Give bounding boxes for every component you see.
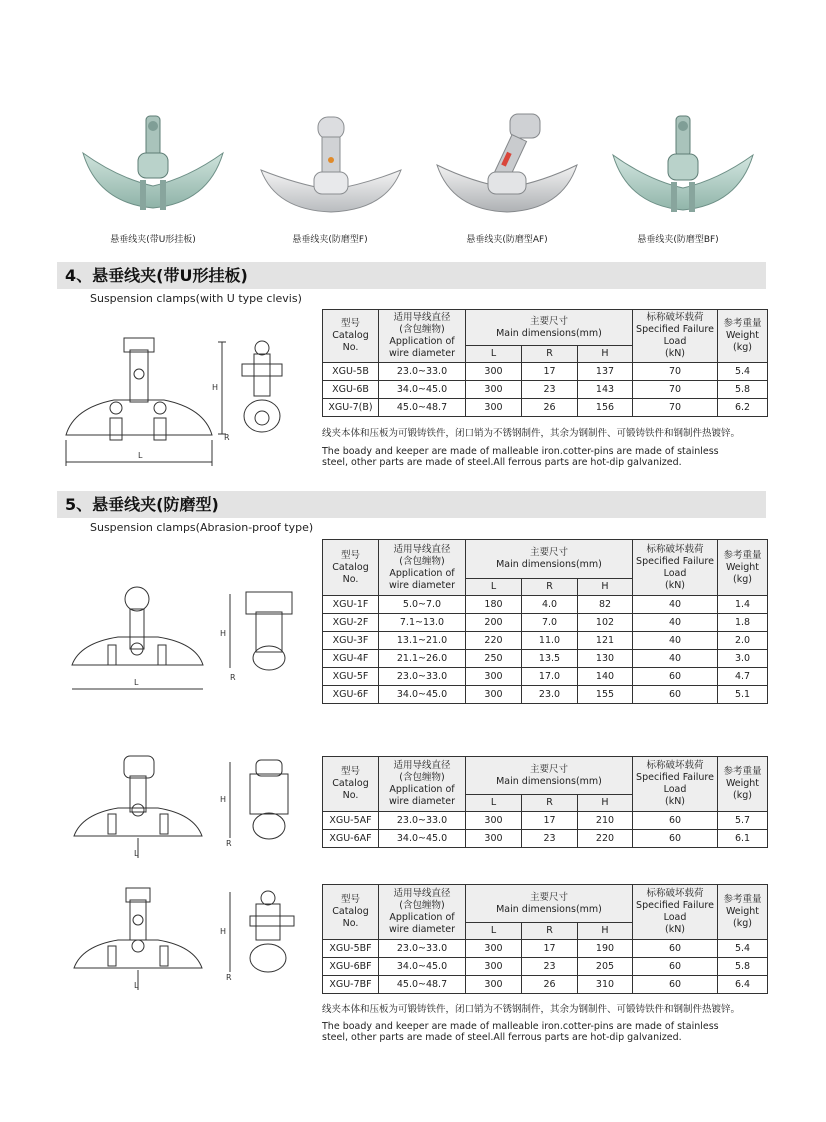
table-row [323, 363, 768, 381]
table-cell: 300 [466, 381, 522, 399]
photo-caption-2: 悬垂线夹(防磨型F) [292, 235, 368, 245]
table-cell: 130 [578, 650, 633, 668]
dimension-label-h: H [212, 383, 219, 392]
table-cell: 156 [578, 399, 633, 417]
photo-caption-1: 悬垂线夹(带U形挂板) [110, 235, 196, 245]
table-cell: 5.0~7.0 [379, 596, 466, 614]
table-cell: 300 [466, 812, 522, 830]
table-cell: 300 [466, 940, 522, 958]
table-cell: 220 [466, 632, 522, 650]
table-cell: XGU-7BF [323, 976, 379, 994]
table-cell: 7.0 [522, 614, 578, 632]
header-dimensions: 主要尺寸 Main dimensions(mm) [466, 885, 633, 923]
header-diameter: 适用导线直径 (含包缠物) Application of wire diameter [379, 540, 466, 596]
photo-caption-3: 悬垂线夹(防磨型AF) [466, 235, 548, 245]
table-cell: 40 [633, 614, 718, 632]
section-4-front-drawing [64, 330, 214, 470]
section-5-note-en-2: steel, other parts are made of steel.All ferrous parts are hot-dip galvanized. [322, 1032, 682, 1043]
table-cell: 23.0~33.0 [379, 363, 466, 381]
table-cell: 6.4 [718, 976, 768, 994]
table-cell: XGU-6BF [323, 958, 379, 976]
table-row [323, 399, 768, 417]
table-cell: 300 [466, 363, 522, 381]
table-cell: 220 [578, 830, 633, 848]
section-5-note-en-1: The boady and keeper are made of malleable iron.cotter-pins are made of stainless [322, 1021, 719, 1032]
table-cell: 23 [522, 830, 578, 848]
header-diameter: 适用导线直径 (含包缠物) Application of wire diameter [379, 885, 466, 940]
table-cell: 21.1~26.0 [379, 650, 466, 668]
header-l: L [466, 923, 522, 940]
table-cell: 60 [633, 812, 718, 830]
section-4-note-en-1: The boady and keeper are made of malleable iron.cotter-pins are made of stainless [322, 446, 719, 457]
header-r: R [522, 795, 578, 812]
table-cell: XGU-1F [323, 596, 379, 614]
table-cell: XGU-5F [323, 668, 379, 686]
table-cell: 70 [633, 363, 718, 381]
dimension-label-l: L [134, 849, 139, 858]
photo-caption-4: 悬垂线夹(防磨型BF) [637, 235, 719, 245]
table-cell: 60 [633, 830, 718, 848]
header-load: 标称破坏载荷 Specified Failure Load (kN) [633, 540, 718, 596]
header-load: 标称破坏载荷 Specified Failure Load (kN) [633, 310, 718, 363]
type-af-side-drawing [220, 758, 300, 850]
table-row [323, 812, 768, 830]
section-4-note-cn: 线夹本体和压板为可锻铸铁件，闭口销为不锈钢制件，其余为钢制件、可锻铸铁件和钢制件热镀锌。 [322, 428, 741, 439]
table-cell: 13.5 [522, 650, 578, 668]
header-catalog: 型号 Catalog No. [323, 310, 379, 363]
table-cell: 300 [466, 958, 522, 976]
table-cell: 300 [466, 668, 522, 686]
header-weight: 参考重量 Weight (kg) [718, 885, 768, 940]
table-cell: 60 [633, 668, 718, 686]
header-r: R [522, 923, 578, 940]
table-cell: 60 [633, 976, 718, 994]
table-cell: 190 [578, 940, 633, 958]
table-cell: 11.0 [522, 632, 578, 650]
section-4-side-drawing [210, 338, 295, 448]
dimension-label-r: R [224, 433, 230, 442]
table-cell: 140 [578, 668, 633, 686]
header-l: L [466, 346, 522, 363]
table-cell: 17 [522, 363, 578, 381]
table-cell: 5.7 [718, 812, 768, 830]
dimension-label-r: R [226, 973, 232, 982]
table-cell: 23.0~33.0 [379, 668, 466, 686]
header-catalog: 型号 Catalog No. [323, 540, 379, 596]
table-cell: 34.0~45.0 [379, 381, 466, 399]
table-cell: 1.8 [718, 614, 768, 632]
table-cell: 300 [466, 686, 522, 704]
table-cell: 5.4 [718, 363, 768, 381]
table-cell: 60 [633, 940, 718, 958]
section-4-title: 4、悬垂线夹(带U形挂板) [57, 262, 766, 289]
table-row [323, 668, 768, 686]
table-cell: XGU-4F [323, 650, 379, 668]
table-cell: 2.0 [718, 632, 768, 650]
table-row [323, 614, 768, 632]
table-cell: XGU-7(B) [323, 399, 379, 417]
table-cell: XGU-5BF [323, 940, 379, 958]
table-cell: 45.0~48.7 [379, 976, 466, 994]
table-cell: 5.1 [718, 686, 768, 704]
table-cell: 6.1 [718, 830, 768, 848]
table-cell: 26 [522, 399, 578, 417]
table-cell: 34.0~45.0 [379, 958, 466, 976]
header-r: R [522, 346, 578, 363]
dimension-label-h: H [220, 629, 227, 638]
type-af-front-drawing [72, 752, 204, 862]
product-photo-type-af [432, 110, 582, 218]
table-cell: 300 [466, 976, 522, 994]
type-f-side-drawing [218, 588, 298, 684]
table-cell: 70 [633, 399, 718, 417]
table-cell: 3.0 [718, 650, 768, 668]
table-cell: XGU-3F [323, 632, 379, 650]
header-catalog: 型号 Catalog No. [323, 885, 379, 940]
table-cell: 17 [522, 812, 578, 830]
header-r: R [522, 579, 578, 596]
dimension-label-h: H [220, 927, 227, 936]
table-cell: 1.4 [718, 596, 768, 614]
table-cell: 23 [522, 958, 578, 976]
table-cell: XGU-5AF [323, 812, 379, 830]
table-row [323, 830, 768, 848]
table-cell: 40 [633, 650, 718, 668]
section-4-subtitle: Suspension clamps(with U type clevis) [90, 292, 302, 305]
header-load: 标称破坏载荷 Specified Failure Load (kN) [633, 757, 718, 812]
table-cell: 102 [578, 614, 633, 632]
table-cell: 143 [578, 381, 633, 399]
type-f-spec-table [322, 539, 768, 704]
table-cell: 34.0~45.0 [379, 830, 466, 848]
type-bf-side-drawing [220, 888, 300, 984]
table-cell: 205 [578, 958, 633, 976]
section-5-title: 5、悬垂线夹(防磨型) [57, 491, 766, 518]
header-diameter: 适用导线直径 (含包缠物) Application of wire diameter [379, 757, 466, 812]
table-cell: 200 [466, 614, 522, 632]
table-cell: 137 [578, 363, 633, 381]
type-bf-front-drawing [72, 884, 204, 994]
table-cell: 155 [578, 686, 633, 704]
table-cell: 23.0~33.0 [379, 940, 466, 958]
type-bf-spec-table [322, 884, 768, 994]
table-cell: 26 [522, 976, 578, 994]
dimension-label-l: L [134, 981, 139, 990]
table-row [323, 650, 768, 668]
header-dimensions: 主要尺寸 Main dimensions(mm) [466, 310, 633, 346]
table-cell: 121 [578, 632, 633, 650]
table-cell: 82 [578, 596, 633, 614]
header-h: H [578, 579, 633, 596]
table-cell: 5.8 [718, 958, 768, 976]
section-5-note-cn: 线夹本体和压板为可锻铸铁件，闭口销为不锈钢制件，其余为钢制件、可锻铸铁件和钢制件热镀锌。 [322, 1004, 741, 1015]
product-photo-type-bf [608, 110, 758, 220]
table-cell: 5.4 [718, 940, 768, 958]
table-cell: 5.8 [718, 381, 768, 399]
dimension-label-h: H [220, 795, 227, 804]
header-dimensions: 主要尺寸 Main dimensions(mm) [466, 540, 633, 579]
table-row [323, 381, 768, 399]
table-cell: 60 [633, 958, 718, 976]
table-cell: 40 [633, 632, 718, 650]
table-cell: 17 [522, 940, 578, 958]
table-cell: 7.1~13.0 [379, 614, 466, 632]
table-cell: 17.0 [522, 668, 578, 686]
header-weight: 参考重量 Weight (kg) [718, 540, 768, 596]
header-weight: 参考重量 Weight (kg) [718, 310, 768, 363]
section-4-spec-table [322, 309, 768, 417]
table-row [323, 940, 768, 958]
header-catalog: 型号 Catalog No. [323, 757, 379, 812]
table-cell: 34.0~45.0 [379, 686, 466, 704]
table-cell: 300 [466, 830, 522, 848]
table-cell: 300 [466, 399, 522, 417]
header-h: H [578, 923, 633, 940]
table-cell: 13.1~21.0 [379, 632, 466, 650]
type-af-spec-table [322, 756, 768, 848]
header-weight: 参考重量 Weight (kg) [718, 757, 768, 812]
header-load: 标称破坏载荷 Specified Failure Load (kN) [633, 885, 718, 940]
dimension-label-r: R [226, 839, 232, 848]
table-row [323, 596, 768, 614]
table-cell: 4.0 [522, 596, 578, 614]
section-5-subtitle: Suspension clamps(Abrasion-proof type) [90, 521, 314, 534]
table-cell: XGU-6AF [323, 830, 379, 848]
table-row [323, 686, 768, 704]
table-cell: XGU-6B [323, 381, 379, 399]
table-cell: 40 [633, 596, 718, 614]
header-dimensions: 主要尺寸 Main dimensions(mm) [466, 757, 633, 795]
header-h: H [578, 346, 633, 363]
product-photo-type-f [256, 112, 406, 218]
table-row [323, 976, 768, 994]
table-cell: 45.0~48.7 [379, 399, 466, 417]
table-row [323, 958, 768, 976]
table-cell: 6.2 [718, 399, 768, 417]
table-cell: XGU-5B [323, 363, 379, 381]
header-diameter: 适用导线直径 (含包缠物) Application of wire diameter [379, 310, 466, 363]
table-cell: 60 [633, 686, 718, 704]
table-cell: 310 [578, 976, 633, 994]
product-photo-u-clevis [78, 108, 228, 218]
header-l: L [466, 795, 522, 812]
table-cell: 23.0 [522, 686, 578, 704]
table-cell: 4.7 [718, 668, 768, 686]
table-row [323, 632, 768, 650]
table-cell: 23 [522, 381, 578, 399]
dimension-label-r: R [230, 673, 236, 682]
dimension-label-l: L [138, 451, 143, 460]
table-cell: 23.0~33.0 [379, 812, 466, 830]
table-cell: 250 [466, 650, 522, 668]
header-h: H [578, 795, 633, 812]
type-f-front-drawing [70, 585, 205, 695]
header-l: L [466, 579, 522, 596]
table-cell: 210 [578, 812, 633, 830]
table-cell: 180 [466, 596, 522, 614]
table-cell: 70 [633, 381, 718, 399]
section-4-note-en-2: steel, other parts are made of steel.All ferrous parts are hot-dip galvanized. [322, 457, 682, 468]
table-cell: XGU-6F [323, 686, 379, 704]
dimension-label-l: L [134, 678, 139, 687]
table-cell: XGU-2F [323, 614, 379, 632]
